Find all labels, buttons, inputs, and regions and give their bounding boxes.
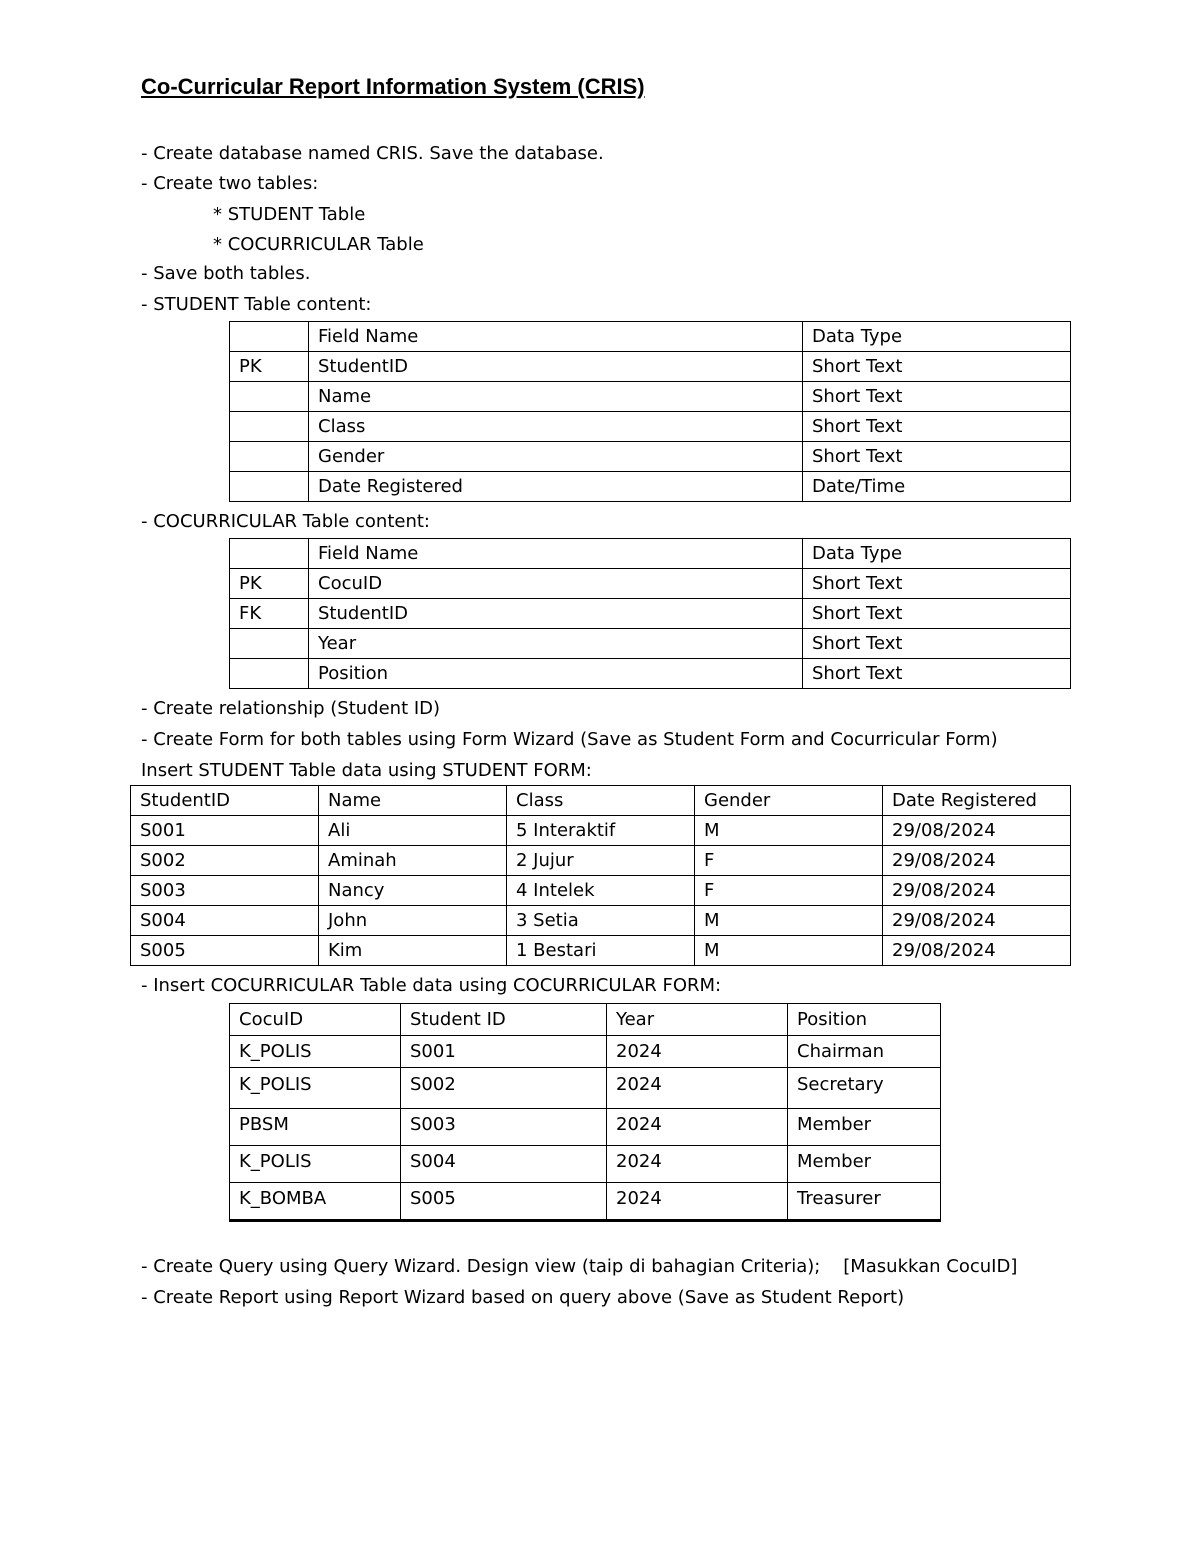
key-cell — [230, 472, 309, 502]
header-cell: CocuID — [230, 1004, 401, 1036]
table-cell: F — [695, 846, 883, 876]
heading-insert-student: Insert STUDENT Table data using STUDENT FORM: — [141, 760, 592, 781]
table-row — [131, 816, 1071, 846]
table-cell: F — [695, 876, 883, 906]
header-cell: Field Name — [309, 539, 803, 569]
table-row — [230, 352, 1071, 382]
key-cell — [230, 412, 309, 442]
key-cell: FK — [230, 599, 309, 629]
data-type-cell: Short Text — [803, 599, 1071, 629]
key-cell — [230, 629, 309, 659]
table-cell: 29/08/2024 — [883, 816, 1071, 846]
student-data-table — [130, 785, 1071, 966]
data-type-cell: Short Text — [803, 659, 1071, 689]
table-row — [131, 906, 1071, 936]
table-row — [230, 629, 1071, 659]
table-cell: S004 — [401, 1146, 607, 1183]
table-row — [230, 599, 1071, 629]
table-cell: 1 Bestari — [507, 936, 695, 966]
field-name-cell: StudentID — [309, 599, 803, 629]
table-header-row — [131, 786, 1071, 816]
table-cell: John — [319, 906, 507, 936]
table-row — [230, 1183, 941, 1221]
field-name-cell: Name — [309, 382, 803, 412]
table-cell: S002 — [401, 1068, 607, 1109]
table-cell: Nancy — [319, 876, 507, 906]
table-cell: K_POLIS — [230, 1036, 401, 1068]
table-header-row — [230, 1004, 941, 1036]
table-cell: M — [695, 906, 883, 936]
table-cell: K_POLIS — [230, 1146, 401, 1183]
table-cell: S004 — [131, 906, 319, 936]
key-cell: PK — [230, 352, 309, 382]
field-name-cell: CocuID — [309, 569, 803, 599]
header-cell: Data Type — [803, 539, 1071, 569]
table-cell: 29/08/2024 — [883, 936, 1071, 966]
table-cell: M — [695, 936, 883, 966]
cocurricular-data-table — [229, 1003, 941, 1222]
table-cell: S003 — [131, 876, 319, 906]
header-cell: Date Registered — [883, 786, 1071, 816]
table-row — [230, 382, 1071, 412]
table-cell: K_POLIS — [230, 1068, 401, 1109]
header-cell: Student ID — [401, 1004, 607, 1036]
table-cell: 29/08/2024 — [883, 846, 1071, 876]
heading-insert-cocurricular: - Insert COCURRICULAR Table data using COCURRICULAR FORM: — [141, 975, 722, 996]
table-cell: S005 — [401, 1183, 607, 1221]
key-cell — [230, 659, 309, 689]
table-row — [131, 876, 1071, 906]
header-cell: StudentID — [131, 786, 319, 816]
data-type-cell: Short Text — [803, 442, 1071, 472]
table-cell: S001 — [131, 816, 319, 846]
table-cell: S003 — [401, 1109, 607, 1146]
instruction-create-tables: - Create two tables: — [141, 173, 319, 194]
student-structure-table — [229, 321, 1071, 502]
table-cell: 29/08/2024 — [883, 876, 1071, 906]
table-cell: Secretary — [788, 1068, 941, 1109]
table-cell: 29/08/2024 — [883, 906, 1071, 936]
header-cell — [230, 322, 309, 352]
key-cell — [230, 382, 309, 412]
table-cell: Treasurer — [788, 1183, 941, 1221]
header-cell: Name — [319, 786, 507, 816]
header-cell: Position — [788, 1004, 941, 1036]
table-cell: K_BOMBA — [230, 1183, 401, 1221]
cocurricular-structure-table — [229, 538, 1071, 689]
table-row — [230, 659, 1071, 689]
table-cell: 2 Jujur — [507, 846, 695, 876]
header-cell: Field Name — [309, 322, 803, 352]
table-cell: 2024 — [607, 1036, 788, 1068]
table-cell: 5 Interaktif — [507, 816, 695, 846]
page-title: Co-Curricular Report Information System (CRIS) — [141, 74, 645, 99]
bullet-student-table: * STUDENT Table — [213, 204, 366, 225]
table-cell: Ali — [319, 816, 507, 846]
table-cell: Member — [788, 1109, 941, 1146]
table-row — [230, 1036, 941, 1068]
instruction-report: - Create Report using Report Wizard based on query above (Save as Student Report) — [141, 1287, 905, 1308]
table-row — [230, 442, 1071, 472]
key-cell — [230, 442, 309, 472]
table-cell: S001 — [401, 1036, 607, 1068]
data-type-cell: Short Text — [803, 569, 1071, 599]
table-row — [230, 1109, 941, 1146]
table-cell: Chairman — [788, 1036, 941, 1068]
table-cell: 2024 — [607, 1068, 788, 1109]
header-cell — [230, 539, 309, 569]
data-type-cell: Short Text — [803, 412, 1071, 442]
key-cell: PK — [230, 569, 309, 599]
table-cell: S002 — [131, 846, 319, 876]
table-row — [230, 1068, 941, 1109]
data-type-cell: Date/Time — [803, 472, 1071, 502]
table-cell: 2024 — [607, 1183, 788, 1221]
instruction-relationship: - Create relationship (Student ID) — [141, 698, 441, 719]
bullet-cocurricular-table: * COCURRICULAR Table — [213, 234, 424, 255]
table-cell: M — [695, 816, 883, 846]
table-row — [131, 936, 1071, 966]
table-header-row — [230, 322, 1071, 352]
table-row — [230, 412, 1071, 442]
field-name-cell: Class — [309, 412, 803, 442]
table-cell: Kim — [319, 936, 507, 966]
data-type-cell: Short Text — [803, 382, 1071, 412]
table-cell: S005 — [131, 936, 319, 966]
table-cell: 4 Intelek — [507, 876, 695, 906]
field-name-cell: Gender — [309, 442, 803, 472]
table-cell: PBSM — [230, 1109, 401, 1146]
header-cell: Year — [607, 1004, 788, 1036]
table-row — [230, 569, 1071, 599]
heading-cocurricular-content: - COCURRICULAR Table content: — [141, 511, 430, 532]
header-cell: Gender — [695, 786, 883, 816]
instruction-create-database: - Create database named CRIS. Save the database. — [141, 143, 604, 164]
table-cell: Aminah — [319, 846, 507, 876]
data-type-cell: Short Text — [803, 629, 1071, 659]
table-cell: 2024 — [607, 1146, 788, 1183]
table-cell: Member — [788, 1146, 941, 1183]
field-name-cell: Year — [309, 629, 803, 659]
table-cell: 3 Setia — [507, 906, 695, 936]
table-row — [230, 1146, 941, 1183]
table-row — [230, 472, 1071, 502]
field-name-cell: StudentID — [309, 352, 803, 382]
table-row — [131, 846, 1071, 876]
header-cell: Data Type — [803, 322, 1071, 352]
instruction-form: - Create Form for both tables using Form Wizard (Save as Student Form and Cocurricular Form) — [141, 729, 998, 750]
header-cell: Class — [507, 786, 695, 816]
field-name-cell: Position — [309, 659, 803, 689]
field-name-cell: Date Registered — [309, 472, 803, 502]
instruction-query: - Create Query using Query Wizard. Design view (taip di bahagian Criteria); [Masukkan CocuID] — [141, 1256, 1018, 1277]
instruction-save-tables: - Save both tables. — [141, 263, 311, 284]
table-cell: 2024 — [607, 1109, 788, 1146]
heading-student-content: - STUDENT Table content: — [141, 294, 372, 315]
data-type-cell: Short Text — [803, 352, 1071, 382]
table-header-row — [230, 539, 1071, 569]
